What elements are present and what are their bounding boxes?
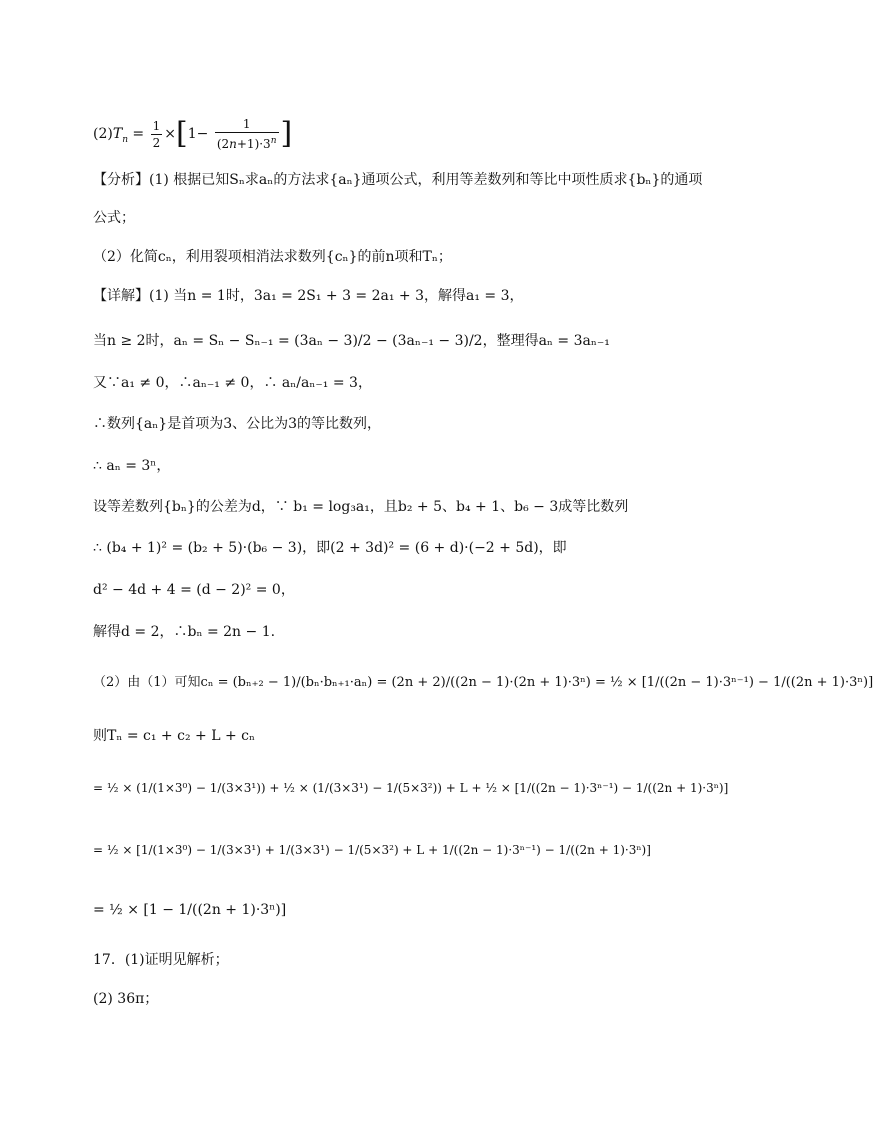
detail-text-9: 解得d = 2，∴bₙ = 2n − 1. [93, 624, 276, 640]
analysis-line-3 [93, 247, 452, 267]
detail-text-4: ∴数列{aₙ}是首项为3、公比为3的等比数列， [93, 416, 382, 432]
analysis-text-1: 【分析】(1) 根据已知Sₙ求aₙ的方法求{aₙ}通项公式，利用等差数列和等比中项性质求{bₙ}的通项 [93, 172, 703, 188]
answer-17-line-1 [93, 950, 229, 970]
answer-2-text [93, 116, 109, 136]
detail-text-10: （2）由（1）可知cₙ = (bₙ₊₂ − 1)/(bₙ·bₙ₊₁·aₙ) = (2n + 2)/((2n − 1)·(2n + 1)·3ⁿ) = ½ × [1/((2n − 1)·3ⁿ⁻¹) − 1/((2n + 1)·3ⁿ)] [93, 675, 873, 690]
detail-line-6 [93, 497, 628, 517]
detail-text-6: 设等差数列{bₙ}的公差为d，∵ b₁ = log₃a₁，且b₂ + 5、b₄ + 1、b₆ − 3成等比数列 [93, 499, 629, 515]
detail-text-14: = ½ × [1 − 1/((2n + 1)·3ⁿ)] [93, 902, 287, 918]
detail-line-8 [93, 580, 295, 600]
analysis-text-2: 公式； [93, 210, 135, 226]
detail-line-7 [93, 538, 567, 558]
detail-line-9 [93, 622, 275, 642]
analysis-line-2 [93, 208, 135, 228]
answer-17-line-2 [93, 989, 158, 1009]
detail-text-3: 又∵a₁ ≠ 0，∴aₙ₋₁ ≠ 0，∴ aₙ/aₙ₋₁ = 3， [93, 375, 372, 391]
answer-17-text-1: 17．(1)证明见解析； [93, 952, 229, 968]
detail-line-2 [93, 331, 610, 351]
analysis-line-1 [93, 170, 702, 190]
detail-line-12 [93, 778, 728, 798]
detail-text-1: 【详解】(1) 当n = 1时，3a₁ = 2S₁ + 3 = 2a₁ + 3，解得a₁ = 3， [93, 288, 524, 304]
detail-text-8: d² − 4d + 4 = (d − 2)² = 0， [93, 582, 295, 598]
detail-text-13: = ½ × [1/(1×3⁰) − 1/(3×3¹) + 1/(3×3¹) − 1/(5×3²) + L + 1/((2n − 1)·3ⁿ⁻¹) − 1/((2n + 1)·3ⁿ)] [93, 843, 651, 857]
detail-text-12: = ½ × (1/(1×3⁰) − 1/(3×3¹)) + ½ × (1/(3×3¹) − 1/(5×3²)) + L + ½ × [1/((2n − 1)·3ⁿ⁻¹) − 1/((2n + 1)·3ⁿ)] [93, 781, 729, 795]
detail-line-5 [93, 456, 170, 476]
detail-line-13 [93, 840, 651, 860]
detail-line-14 [93, 900, 286, 920]
detail-line-3 [93, 373, 372, 393]
detail-text-2: 当n ≥ 2时，aₙ = Sₙ − Sₙ₋₁ = (3aₙ − 3)/2 − (3aₙ₋₁ − 3)/2，整理得aₙ = 3aₙ₋₁ [93, 333, 610, 349]
analysis-text-3: （2）化简cₙ，利用裂项相消法求数列{cₙ}的前n项和Tₙ； [93, 249, 452, 265]
answer-17-text-2: (2) 36π； [93, 991, 159, 1007]
answer-2-formula: $(2)T_n$ = $\frac{1}{2}$ ×[1− $\frac{1}{(2n+1)\cdot 3^n}$ ] [93, 116, 293, 151]
detail-text-5: ∴ aₙ = 3ⁿ， [93, 458, 171, 474]
detail-line-10 [93, 673, 873, 693]
detail-text-11: 则Tₙ = c₁ + c₂ + L + cₙ [93, 728, 256, 744]
detail-line-1 [93, 286, 524, 306]
detail-text-7: ∴ (b₄ + 1)² = (b₂ + 5)·(b₆ − 3)，即(2 + 3d)² = (6 + d)·(−2 + 5d)，即 [93, 540, 567, 556]
detail-line-4 [93, 414, 381, 434]
detail-line-11 [93, 726, 255, 746]
